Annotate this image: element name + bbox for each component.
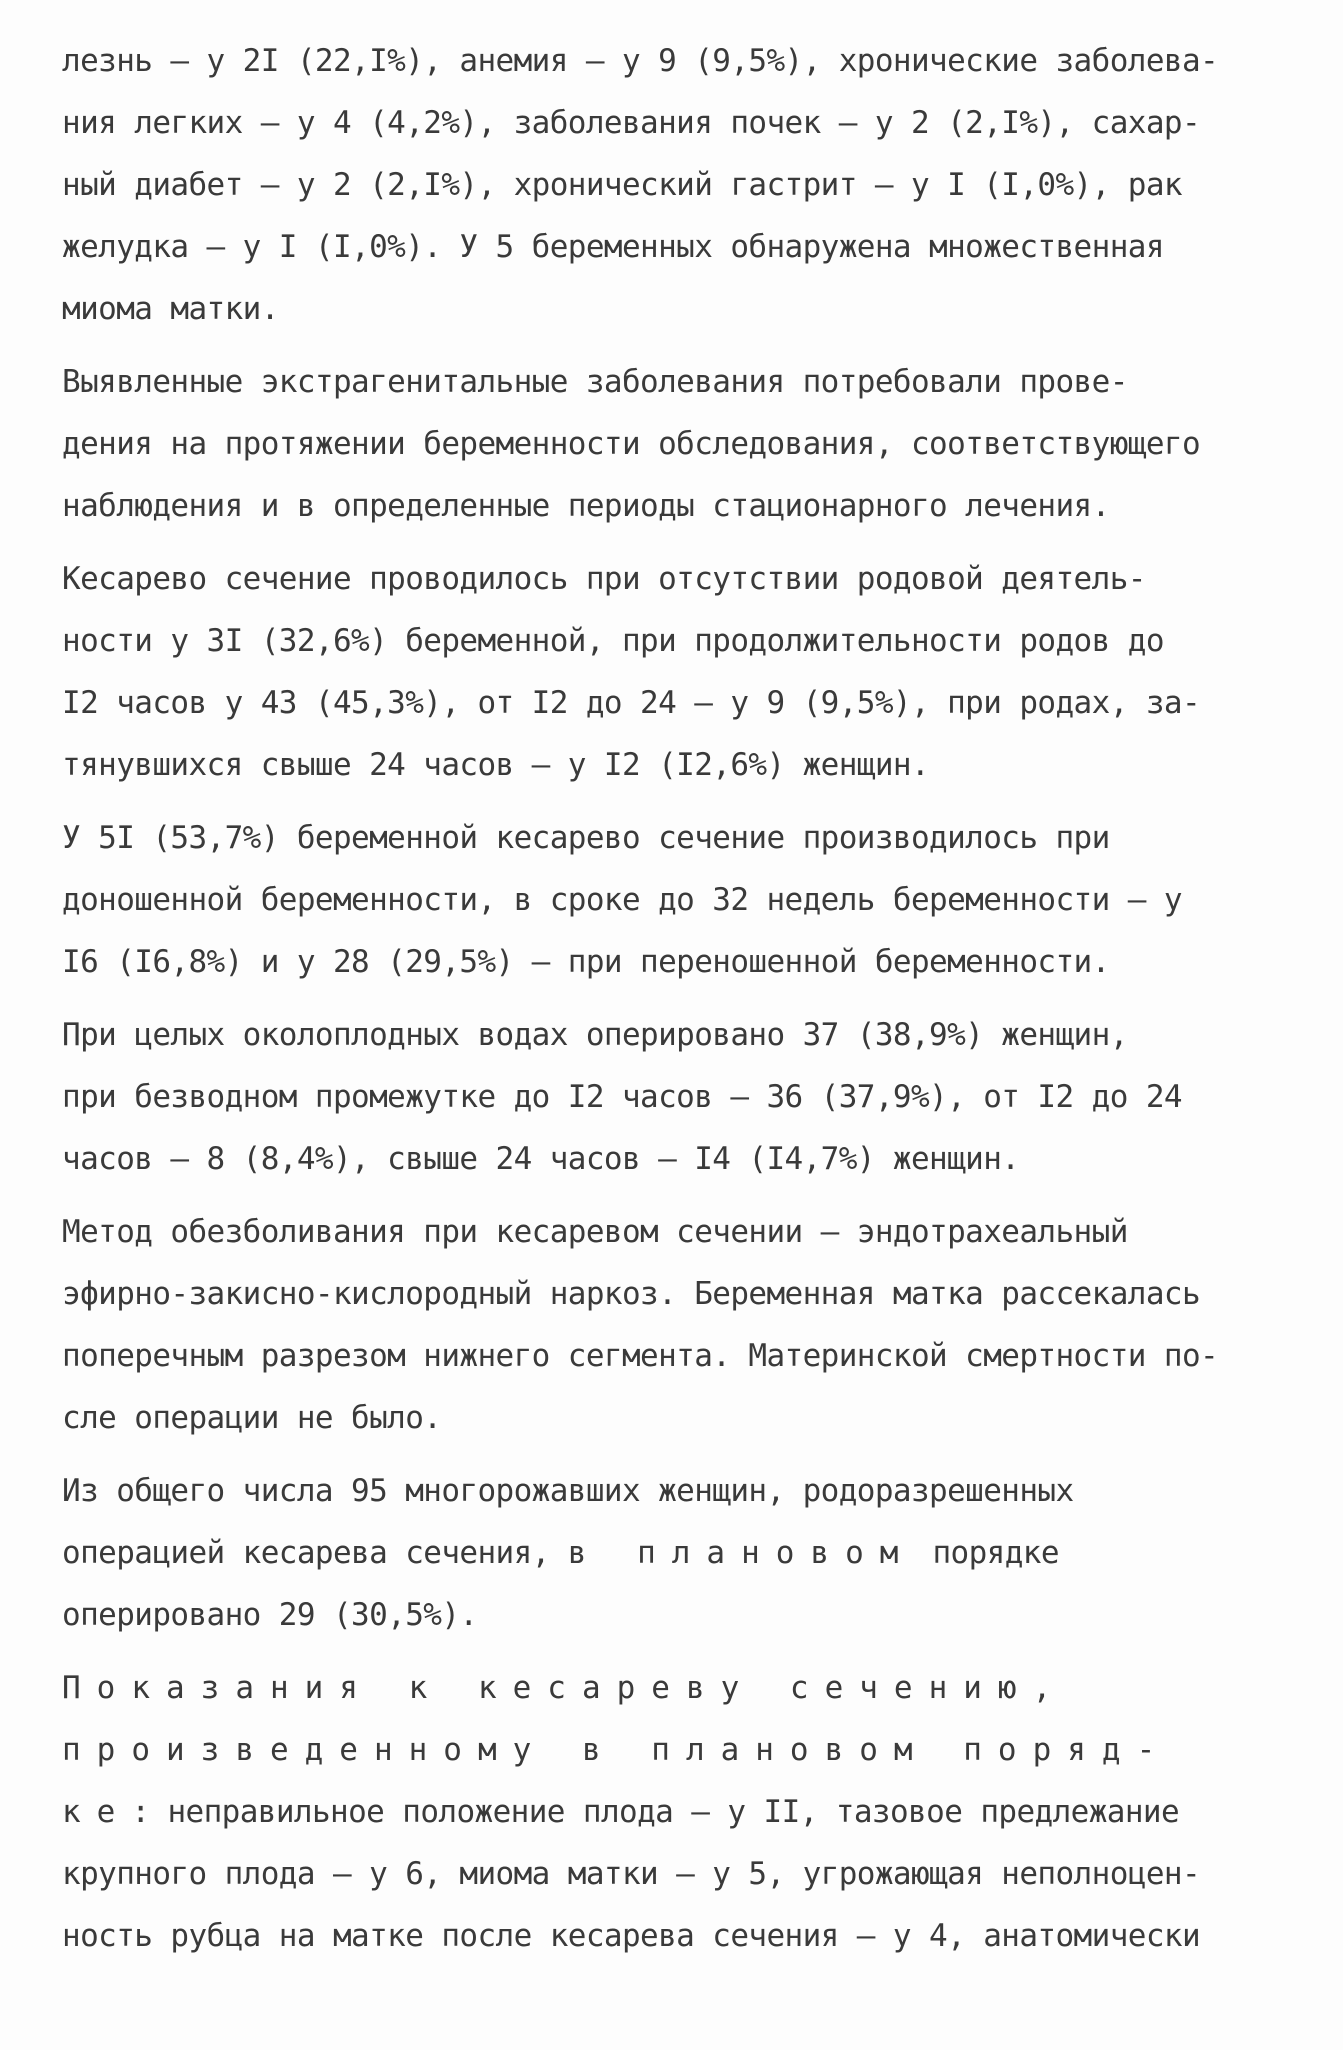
paragraph-8 xyxy=(62,1657,1272,1967)
emphasis-planned: в плановом xyxy=(567,1535,915,1571)
paragraph-7-end: порядке оперировано 29 (30,5%). xyxy=(62,1535,1059,1633)
paragraph-7 xyxy=(62,1460,1272,1646)
paragraph-4: У 5I (53,7%) беременной кесарево сечение производилось при доношенной беременности, в сроке до 32 недель беременности – у I6 (I6,8%) и у 28 (29,5%) – при переношенной беременности. xyxy=(62,820,1182,980)
paragraph-6: Метод обезболивания при кесаревом сечении – эндотрахеальный эфирно-закисно-кислородный наркоз. Беременная матка рассекалась поперечным разрезом нижнего сегмента. Материнской смертности по- сле операции не было. xyxy=(62,1214,1219,1436)
paragraph-8-end: : неправильное положение плода – у II, тазовое предлежание крупного плода – у 6, миома матки – у 5, угрожающая неполноцен- ность рубца на матке после кесарева сечения – у 4, анатомически xyxy=(62,1794,1201,1954)
paragraph-1: лезнь – у 2I (22,I%), анемия – у 9 (9,5%), хронические заболева- ния легких – у 4 (4,2%), заболевания почек – у 2 (2,I%), сахар- ный диабет – у 2 (2,I%), хронический гастрит – у I (I,0%), рак желудка – у I (I,0%). У 5 беременных обнаружена множественная миома матки. xyxy=(62,43,1219,327)
paragraph-3: Кесарево сечение проводилось при отсутствии родовой деятель- ности у 3I (32,6%) беременной, при продолжительности родов до I2 часов у 43 (45,3%), от I2 до 24 – у 9 (9,5%), при родах, за- тянувшихся свыше 24 часов – у I2 (I2,6%) женщин. xyxy=(62,561,1201,783)
document-text xyxy=(62,30,1272,1978)
paragraph-7-start: Из общего числа 95 многорожавших женщин, родоразрешенных операцией кесарева сечения, xyxy=(62,1473,1074,1571)
emphasis-indications: Показания к кесареву сечению, произведенному в плановом поряд- ке xyxy=(62,1670,1172,1830)
paragraph-2: Выявленные экстрагенитальные заболевания потребовали прове- дения на протяжении беременности обследования, соответствующего наблюдения и в определенные периоды стационарного лечения. xyxy=(62,364,1201,524)
paragraph-5: При целых околоплодных водах оперировано 37 (38,9%) женщин, при безводном промежутке до I2 часов – 36 (37,9%), от I2 до 24 часов – 8 (8,4%), свыше 24 часов – I4 (I4,7%) женщин. xyxy=(62,1017,1182,1177)
